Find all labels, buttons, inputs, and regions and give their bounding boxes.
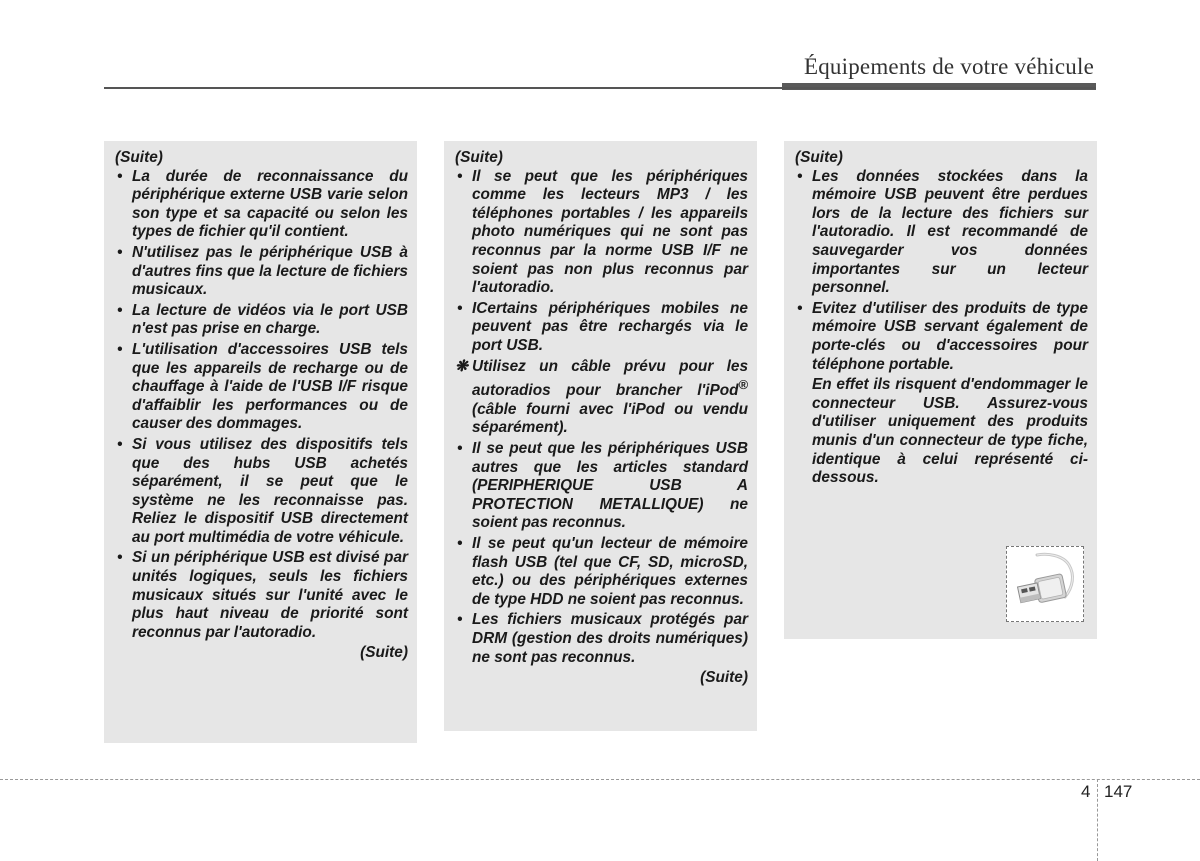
bullet-text: Si vous utilisez des dispositifs tels que des hubs USB achetés séparément, il se peut que le système ne les reconnaisse pas. Reliez le dispositif USB directement au port multimédia de votre véhicule. — [132, 435, 408, 546]
bullet-text: L'utilisation d'accessoires USB tels que les appareils de recharge ou de chauffage à l'aide de l'USB I/F risque d'affaiblir les performances ou de causer des dommages. — [132, 340, 408, 433]
page-header-title: Équipements de votre véhicule — [803, 54, 1094, 79]
suite-label-top: (Suite) — [795, 149, 843, 166]
registered-mark: ® — [738, 377, 748, 393]
bullet-list — [115, 168, 408, 643]
suite-label-end: (Suite) — [700, 669, 748, 687]
bullet-list — [795, 168, 1088, 375]
bullet-list — [455, 168, 748, 668]
bullet-marker: • — [117, 243, 123, 261]
note-item — [455, 358, 748, 439]
note-marker: ❋ — [455, 357, 468, 375]
bullet-marker: • — [117, 167, 123, 185]
bullet-marker: • — [457, 299, 463, 317]
bullet-text: Si un périphérique USB est divisé par unités logiques, seuls les fichiers musicaux situés sur l'unité avec le plus haut niveau de priorité sont reconnus par l'autoradio. — [132, 549, 408, 641]
suite-label-end: (Suite) — [360, 644, 408, 662]
header-rule — [104, 87, 1096, 89]
bullet-text: La lecture de vidéos via le port USB n'est pas prise en charge. — [132, 301, 408, 338]
bullet-marker: • — [117, 340, 123, 358]
bullet-marker: • — [457, 535, 463, 552]
bullet-item — [455, 440, 748, 533]
bullet-item — [455, 168, 748, 298]
chapter-number: 4 — [1081, 782, 1091, 801]
bullet-text: Evitez d'utiliser des produits de type mémoire USB servant également de porte-clés ou d'accessoires pour téléphone portable. — [812, 299, 1088, 373]
bullet-text: Il se peut qu'un lecteur de mémoire flash USB (tel que CF, SD, microSD, etc.) ou des périphériques externes de type HDD ne soient pas reconnus. — [472, 535, 748, 608]
bullet-item — [115, 244, 408, 300]
bullet-item — [115, 436, 408, 548]
usb-connector-image — [1006, 546, 1084, 622]
bullet-item — [115, 341, 408, 434]
bullet-marker: • — [457, 440, 463, 458]
page-number: 147 — [1104, 782, 1133, 801]
bullet-marker: • — [457, 611, 463, 629]
suite-label-top: (Suite) — [115, 149, 163, 166]
bullet-item — [115, 302, 408, 339]
bullet-text: ICertains périphériques mobiles ne peuvent pas être rechargés via le port USB. — [472, 299, 748, 354]
bullet-marker: • — [797, 299, 803, 317]
bullet-item — [795, 300, 1088, 374]
bullet-text: La durée de reconnaissance du périphérique externe USB varie selon son type et sa capacité ou selon les types de fichier qu'il contient. — [132, 167, 408, 241]
bullet-text: Il se peut que les périphériques USB autres que les articles standard (PERIPHERIQUE USB A PROTECTION METALLIQUE) ne soient pas reconnus. — [472, 440, 748, 532]
bullet-marker: • — [797, 167, 803, 185]
bullet-text: N'utilisez pas le périphérique USB à d'autres fins que la lecture de fichiers musicaux. — [132, 243, 408, 299]
bullet-item — [115, 549, 408, 642]
bullet-marker: • — [457, 167, 463, 185]
note-text-cont: (câble fourni avec l'iPod ou vendu séparément). — [472, 400, 748, 437]
bullet-item — [455, 535, 748, 609]
bullet-text: Les fichiers musicaux protégés par DRM (gestion des droits numériques) ne sont pas reconnus. — [472, 611, 748, 666]
footer-divider — [1097, 779, 1098, 861]
suite-label-top: (Suite) — [455, 149, 503, 166]
bullet-item — [455, 300, 748, 356]
continuation-paragraph: En effet ils risquent d'endommager le connecteur USB. Assurez-vous d'utiliser uniquement des produits munis d'un connecteur de type fiche, identique à celui représenté ci-dessous. — [812, 376, 1088, 487]
bullet-item — [115, 168, 408, 242]
footer-rule — [0, 779, 1200, 780]
text-column-2 — [444, 141, 757, 731]
bullet-text: Il se peut que les périphériques comme les lecteurs MP3 / les téléphones portables / les appareils photo numériques qui ne sont pas reconnus par la norme USB I/F ne soient pas non plus reconnus par l'autoradio. — [472, 167, 748, 297]
text-column-1 — [104, 141, 417, 743]
bullet-item — [455, 611, 748, 667]
usb-stick-icon — [1007, 547, 1083, 621]
bullet-marker: • — [117, 435, 123, 453]
note-text: Utilisez un câble prévu pour les autoradios pour brancher l'iPod — [472, 357, 748, 400]
bullet-marker: • — [117, 301, 123, 319]
bullet-text: Les données stockées dans la mémoire USB peuvent être perdues lors de la lecture des fichiers sur l'autoradio. Il est recommandé de sauvegarder vos données importantes sur un lecteur personnel. — [812, 167, 1088, 297]
bullet-item — [795, 168, 1088, 298]
bullet-marker: • — [117, 549, 123, 567]
